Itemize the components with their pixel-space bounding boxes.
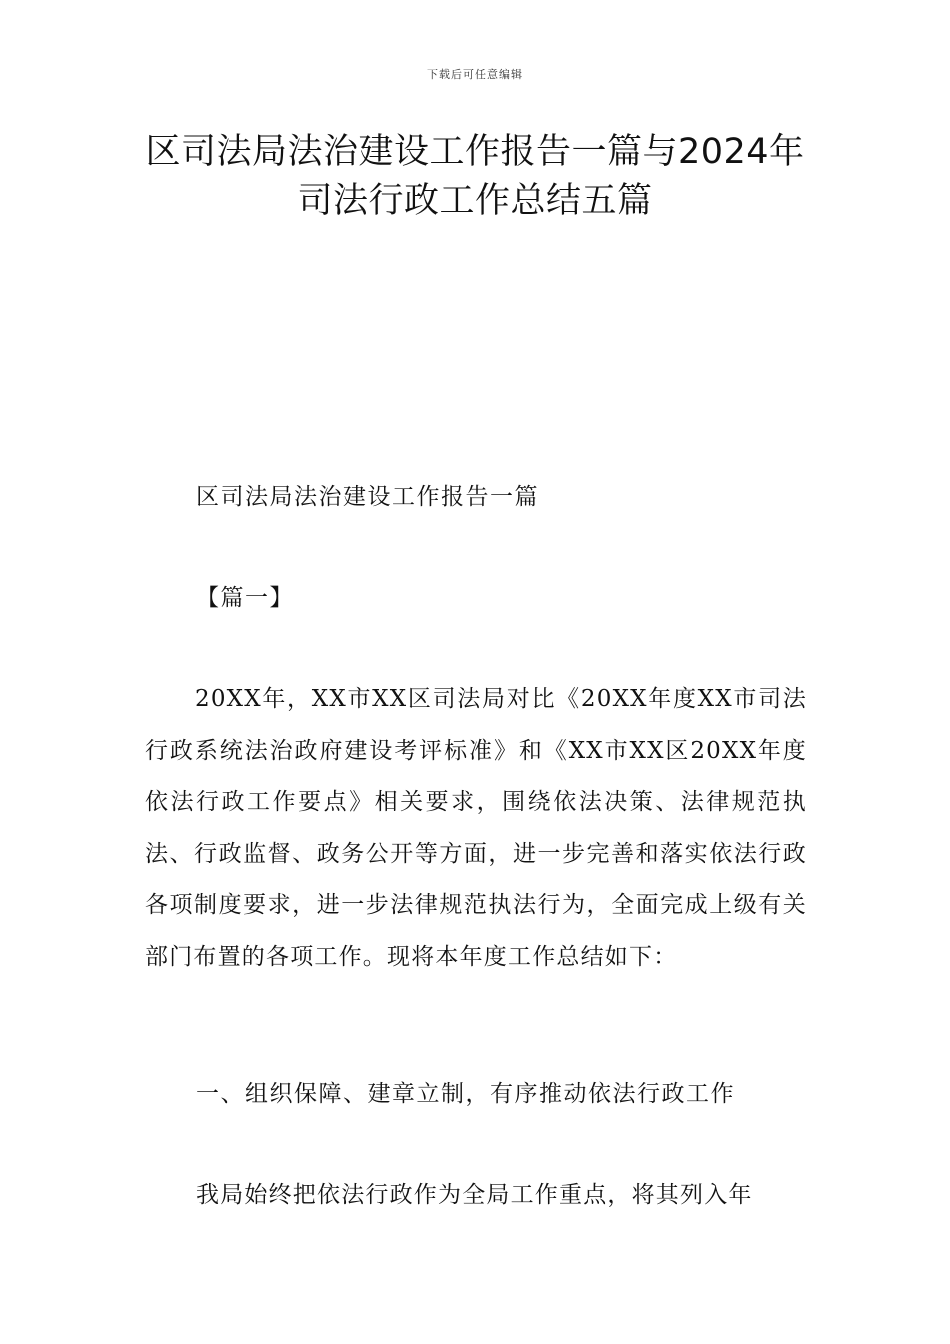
document-title-line-1: 区司法局法治建设工作报告一篇与2024年 [145, 132, 805, 172]
section-tag: 【篇一】 [196, 585, 294, 611]
document-title [120, 128, 830, 226]
intro-paragraph: 20XX年，XX市XX区司法局对比《20XX年度XX市司法行政系统法治政府建设考评标准》和《XX市XX区20XX年度依法行政工作要点》相关要求，围绕依法决策、法律规范执法、行政监督、政务公开等方面，进一步完善和落实依法行政各项制度要求，进一步法律规范执法行为，全面完成上级有关部门布置的各项工作。现将本年度工作总结如下： [145, 686, 807, 970]
document-title-line-2: 司法行政工作总结五篇 [297, 181, 653, 221]
section-heading-1: 一、组织保障、建章立制，有序推动依法行政工作 [196, 1081, 735, 1107]
report-subtitle: 区司法局法治建设工作报告一篇 [196, 484, 539, 510]
last-paragraph-line: 我局始终把依法行政作为全局工作重点，将其列入年 [196, 1182, 753, 1208]
header-note: 下载后可任意编辑 [427, 68, 523, 81]
